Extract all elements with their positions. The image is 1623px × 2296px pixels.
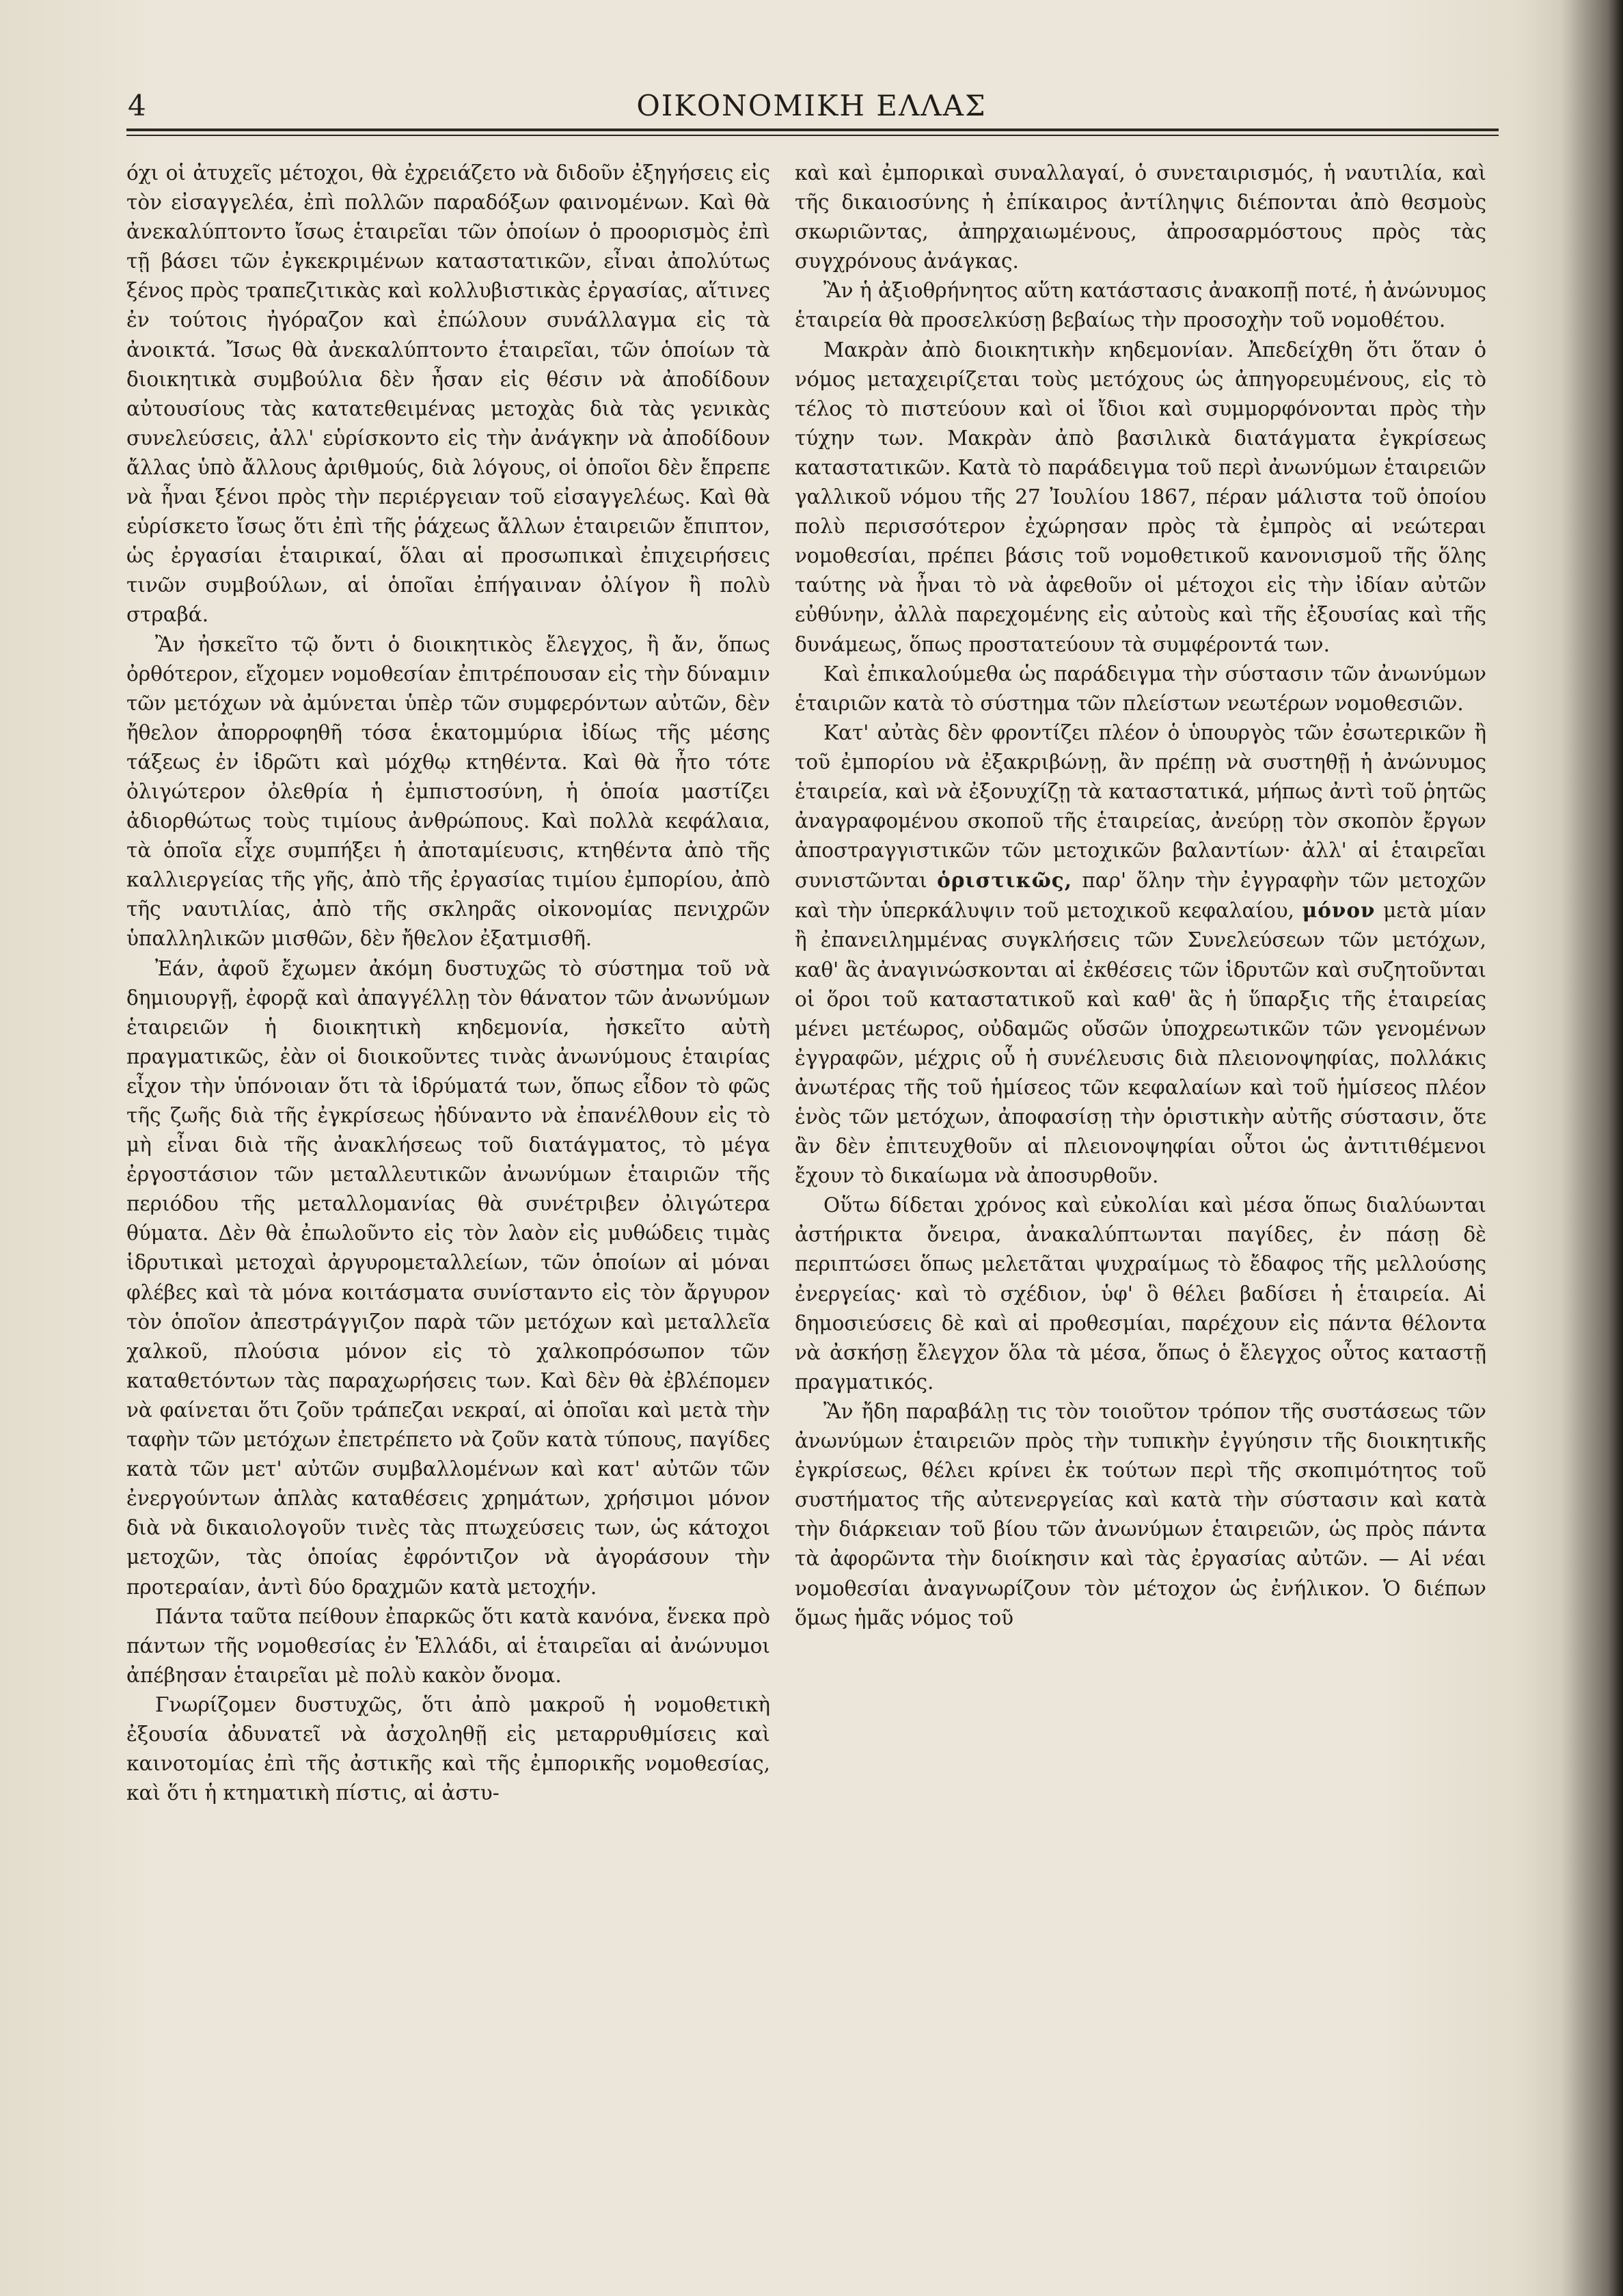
- paragraph: Μακρὰν ἀπὸ διοικητικὴν κηδεμονίαν. Ἀπεδείχθη ὅτι ὅταν ὁ νόμος μεταχειρίζεται τοὺς μετόχους ὡς ἀπηγορευμένους, εἰς τὸ τέλος τὸ πιστεύουν καὶ οἱ ἴδιοι καὶ συμμορφόνονται πρὸς τὴν τύχην των. Μακρὰν ἀπὸ βασιλικὰ διατάγματα ἐγκρίσεως καταστατικῶν. Κατὰ τὸ παράδειγμα τοῦ περὶ ἀνωνύμων ἑταιρειῶν γαλλικοῦ νόμου τῆς 27 Ἰουλίου 1867, πέραν μάλιστα τοῦ ὁποίου πολὺ περισσότερον ἐχώρησαν πρὸς τὰ ἐμπρὸς αἱ νεώτεραι νομοθεσίαι, πρέπει βάσις τοῦ νομοθετικοῦ κανονισμοῦ τῆς ὅλης ταύτης νὰ ἦναι τὸ νὰ ἀφεθοῦν οἱ μέτοχοι εἰς τὴν ἰδίαν αὐτῶν εὐθύνην, ἀλλὰ παρεχομένης εἰς αὐτοὺς καὶ τῆς ἐξουσίας καὶ τῆς δυνάμεως, ὅπως προστατεύουν τὰ συμφέροντά των.: [795, 338, 1486, 656]
- paragraph: [795, 718, 1486, 1191]
- right-column: [795, 159, 1486, 2284]
- paragraph: Ἐάν, ἀφοῦ ἔχωμεν ἀκόμη δυστυχῶς τὸ σύστημα τοῦ νὰ δημιουργῇ, ἐφορᾷ καὶ ἀπαγγέλλῃ τὸν θάνατον τῶν ἀνωνύμων ἑταιρειῶν ἡ διοικητικὴ κηδεμονία, ἠσκεῖτο αὐτὴ πραγματικῶς, ἐὰν οἱ διοικοῦντες τινὰς ἀνωνύμους ἑταιρίας εἶχον τὴν ὑπόνοιαν ὅτι τὰ ἱδρύματά των, ὅπως εἶδον τὸ φῶς τῆς ζωῆς διὰ τῆς ἐγκρίσεως ἠδύναντο νὰ ἐπανέλθουν εἰς τὸ μὴ εἶναι διὰ τῆς ἀνακλήσεως τοῦ διατάγματος, τὸ μέγα ἐργοστάσιον τῶν μεταλλευτικῶν ἀνωνύμων ἑταιριῶν τῆς περιόδου τῆς μεταλλομανίας θὰ συνέτριβεν ὀλιγώτερα θύματα. Δὲν θὰ ἐπωλοῦντο εἰς τὸν λαὸν εἰς μυθώδεις τιμὰς ἱδρυτικαὶ μετοχαὶ ἀργυρομεταλλείων, τῶν ὁποίων αἱ μόναι φλέβες καὶ τὰ μόνα κοιτάσματα συνίσταντο εἰς τὸν ἄργυρον τὸν ὁποῖον ἀπεστράγγιζον παρὰ τῶν μετόχων καὶ μεταλλεῖα χαλκοῦ, πλούσια μόνον εἰς τὸ χαλκοπρόσωπον τῶν καταθετόντων τὰς παραχωρήσεις των. Καὶ δὲν θὰ ἐβλέπομεν νὰ φαίνεται ὅτι ζοῦν τράπεζαι νεκραί, αἱ ὁποῖαι καὶ μετὰ τὴν ταφὴν τῶν μετόχων ἐπετρέπετο νὰ ζοῦν κατὰ τύπους, παγίδες κατὰ τῶν μετ' αὐτῶν συμβαλλομένων καὶ κατ' αὐτῶν τῶν ἐνεργούντων ἁπλὰς καταθέσεις χρημάτων, χρήσιμοι μόνον διὰ νὰ δικαιολογοῦν τινὲς τὰς πτωχεύσεις των, ὡς κάτοχοι μετοχῶν, τὰς ὁποίας ἐφρόντιζον νὰ ἀγοράσουν τὴν προτεραίαν, ἀντὶ δύο δραχμῶν κατὰ μετοχήν.: [126, 956, 770, 1599]
- left-column: [126, 159, 770, 2284]
- paragraph: καὶ καὶ ἐμπορικαὶ συναλλαγαί, ὁ συνεταιρισμός, ἡ ναυτιλία, καὶ τῆς δικαιοσύνης ἡ ἐπίκαιρος ἀντίληψις διέπονται ἀπὸ θεσμοὺς σκωριῶντας, ἀπηρχαιωμένους, ἀπροσαρμόστους πρὸς τὰς συγχρόνους ἀνάγκας.: [795, 161, 1486, 273]
- emphasized-word: ὁριστικῶς,: [937, 868, 1073, 893]
- page-number: 4: [128, 89, 146, 122]
- paragraph: Γνωρίζομεν δυστυχῶς, ὅτι ἀπὸ μακροῦ ἡ νομοθετικὴ ἐξουσία ἀδυνατεῖ νὰ ἀσχοληθῇ εἰς μεταρρυθμίσεις καὶ καινοτομίας ἐπὶ τῆς ἀστικῆς καὶ τῆς ἐμπορικῆς νομοθεσίας, καὶ ὅτι ἡ κτηματικὴ πίστις, αἱ ἀστυ-: [126, 1692, 770, 1805]
- header-rule-thin: [126, 135, 1499, 136]
- journal-title: ΟΙΚΟΝΟΜΙΚΗ ΕΛΛΑΣ: [636, 89, 987, 122]
- paragraph: Ἂν ἡ ἀξιοθρήνητος αὕτη κατάστασις ἀνακοπῇ ποτέ, ἡ ἀνώνυμος ἑταιρεία θὰ προσελκύσῃ βεβαίως τὴν προσοχὴν τοῦ νομοθέτου.: [795, 279, 1486, 332]
- text-run: μετὰ μίαν ἢ ἐπανειλημμένας συγκλήσεις τῶν Συνελεύσεων τῶν μετόχων, καθ' ἃς ἀναγινώσκονται αἱ ἐκθέσεις τῶν ἱδρυτῶν καὶ συζητοῦνται οἱ ὅροι τοῦ καταστατικοῦ καὶ καθ' ἃς ἡ ὕπαρξις τῆς ἑταιρείας μένει μετέωρος, οὐδαμῶς οὔσῶν ὑποχρεωτικῶν τῶν γενομένων ἐγγραφῶν, μέχρις οὗ ἡ συνέλευσις διὰ πλειονοψηφίας, πολλάκις ἀνωτέρας τῆς τοῦ ἡμίσεος τῶν κεφαλαίων καὶ τοῦ ἡμίσεος πλέον ἑνὸς τῶν μετόχων, ἀποφασίσῃ τὴν ὁριστικὴν αὐτῆς σύστασιν, ὅτε ἂν δὲν ἐπιτευχθοῦν αἱ πλειονοψηφίαι οὗτοι ὡς ἀντιτιθέμενοι ἔχουν τὸ δικαίωμα νὰ ἀποσυρθοῦν.: [795, 899, 1486, 1188]
- page-header: [126, 85, 1497, 126]
- paragraph: Πάντα ταῦτα πείθουν ἐπαρκῶς ὅτι κατὰ κανόνα, ἕνεκα πρὸ πάντων τῆς νομοθεσίας ἐν Ἑλλάδι, αἱ ἑταιρεῖαι αἱ ἀνώνυμοι ἀπέβησαν ἑταιρεῖαι μὲ πολὺ κακὸν ὄνομα.: [126, 1604, 770, 1687]
- paragraph: Ἂν ἠσκεῖτο τῷ ὄντι ὁ διοικητικὸς ἔλεγχος, ἢ ἄν, ὅπως ὀρθότερον, εἴχομεν νομοθεσίαν ἐπιτρέπουσαν εἰς τὴν δύναμιν τῶν μετόχων νὰ ἀμύνεται ὑπὲρ τῶν συμφερόντων αὐτῶν, δὲν ἤθελον ἀπορροφηθῆ τόσα ἑκατομμύρια ἰδίως τῆς μέσης τάξεως ἐν ἱδρῶτι καὶ μόχθῳ κτηθέντα. Καὶ θὰ ἦτο τότε ὀλιγώτερον ὀλεθρία ἡ ἐμπιστοσύνη, ἡ ὁποία μαστίζει ἀδιορθώτως τοὺς τιμίους ἀνθρώπους. Καὶ πολλὰ κεφάλαια, τὰ ὁποῖα εἶχε συμπήξει ἡ ἀποταμίευσις, κτηθέντα ἀπὸ τῆς καλλιεργείας τῆς γῆς, ἀπὸ τῆς ἐργασίας τιμίου ἐμπορίου, ἀπὸ τῆς ναυτιλίας, ἀπὸ τῆς σκληρᾶς οἰκονομίας πενιχρῶν ὑπαλληλικῶν μισθῶν, δὲν ἤθελον ἐξατμισθῆ.: [126, 632, 770, 951]
- text-run: Κατ' αὐτὰς δὲν φροντίζει πλέον ὁ ὑπουργὸς τῶν ἐσωτερικῶν ἢ τοῦ ἐμπορίου νὰ ἐξακριβώνῃ, ἂν πρέπῃ νὰ συστηθῇ ἡ ἀνώνυμος ἑταιρεία, καὶ νὰ ἐξονυχίζῃ τὰ καταστατικά, μήπως ἀντὶ τοῦ ῥητῶς ἀναγραφομένου σκοποῦ τῆς ἑταιρείας, ἀνεύρῃ τὸν σκοπὸν ἔργων ἀποστραγγιστικῶν τῶν μετοχικῶν βαλαντίων· ἀλλ' αἱ ἑταιρεῖαι συνιστῶνται: [795, 720, 1486, 893]
- paragraph: Καὶ ἐπικαλούμεθα ὡς παράδειγμα τὴν σύστασιν τῶν ἀνωνύμων ἑταιριῶν κατὰ τὸ σύστημα τῶν πλείστων νεωτέρων νομοθεσιῶν.: [795, 662, 1486, 715]
- paragraph: Οὕτω δίδεται χρόνος καὶ εὐκολίαι καὶ μέσα ὅπως διαλύωνται ἀστήρικτα ὄνειρα, ἀνακαλύπτωνται παγίδες, ἐν πάσῃ δὲ περιπτώσει ὅπως μελετᾶται ψυχραίμως τὸ ἔδαφος τῆς μελλούσης ἐνεργείας· καὶ τὸ σχέδιον, ὑφ' ὃ θέλει βαδίσει ἡ ἑταιρεία. Αἱ δημοσιεύσεις δὲ καὶ αἱ προθεσμίαι, παρέχουν εἰς πάντα θέλοντα νὰ ἀσκήσῃ ἔλεγχον ὅλα τὰ μέσα, ὅπως ὁ ἔλεγχος οὗτος καταστῇ πραγματικός.: [795, 1193, 1486, 1394]
- emphasized-word: μόνον: [1302, 898, 1376, 923]
- book-spine-shadow: [1520, 0, 1623, 2296]
- text-run: παρ' ὅλην τὴν ἐγγραφὴν τῶν μετοχῶν καὶ τὴν ὑπερκάλυψιν τοῦ μετοχικοῦ κεφαλαίου,: [795, 869, 1486, 923]
- paragraph: Ἂν ἤδη παραβάλῃ τις τὸν τοιοῦτον τρόπον τῆς συστάσεως τῶν ἀνωνύμων ἑταιρειῶν πρὸς τὴν τυπικὴν ἐγγύησιν τῆς διοικητικῆς ἐγκρίσεως, θέλει κρίνει ἐκ τούτων περὶ τῆς σκοπιμότητος τοῦ συστήματος τῆς αὐτενεργείας καὶ κατὰ τὴν σύστασιν καὶ κατὰ τὴν διάρκειαν τοῦ βίου τῶν ἀνωνύμων ἑταιρειῶν, ὡς πρὸς πάντα τὰ ἀφορῶντα τὴν διοίκησιν καὶ τὰς ἐργασίας αὐτῶν. — Αἱ νέαι νομοθεσίαι ἀναγνωρίζουν τὸν μέτοχον ὡς ἐνήλικον. Ὁ διέπων ὅμως ἡμᾶς νόμος τοῦ: [795, 1399, 1486, 1630]
- header-rule-thick: [126, 129, 1499, 131]
- paragraph: όχι οἱ ἀτυχεῖς μέτοχοι, θὰ ἐχρειάζετο νὰ διδοῦν ἐξηγήσεις εἰς τὸν εἰσαγγελέα, ἐπὶ πολλῶν παραδόξων φαινομένων. Καὶ θὰ ἀνεκαλύπτοντο ἴσως ἑταιρεῖαι τῶν ὁποίων ὁ προορισμὸς ἐπὶ τῇ βάσει τῶν ἐγκεκριμένων καταστατικῶν, εἶναι ἀπολύτως ξένος πρὸς τραπεζιτικὰς καὶ κολλυβιστικὰς ἐργασίας, αἵτινες ἐν τούτοις ἠγόραζον καὶ ἐπώλουν συνάλλαγμα εἰς τὰ ἀνοικτά. Ἴσως θὰ ἀνεκαλύπτοντο ἑταιρεῖαι, τῶν ὁποίων τὰ διοικητικὰ συμβούλια δὲν ἦσαν εἰς θέσιν νὰ ἀποδίδουν αὐτουσίους τὰς κατατεθειμένας μετοχὰς διὰ τὰς γενικὰς συνελεύσεις, ἀλλ' εὑρίσκοντο εἰς τὴν ἀνάγκην νὰ ἀποδίδουν ἄλλας ὑπὸ ἄλλους ἀριθμούς, διὰ λόγους, οἱ ὁποῖοι δὲν ἔπρεπε νὰ ἦναι ξένοι πρὸς τὴν περιέργειαν τοῦ εἰσαγγελέως. Καὶ θὰ εὑρίσκετο ἴσως ὅτι ἐπὶ τῆς ῥάχεως ἄλλων ἑταιρειῶν ἔπιπτον, ὡς ἐργασίαι ἑταιρικαί, ὅλαι αἱ προσωπικαὶ ἐπιχειρήσεις τινῶν συμβούλων, αἱ ὁποῖαι ἐπήγαιναν ὀλίγον ἢ πολὺ στραβά.: [126, 161, 770, 627]
